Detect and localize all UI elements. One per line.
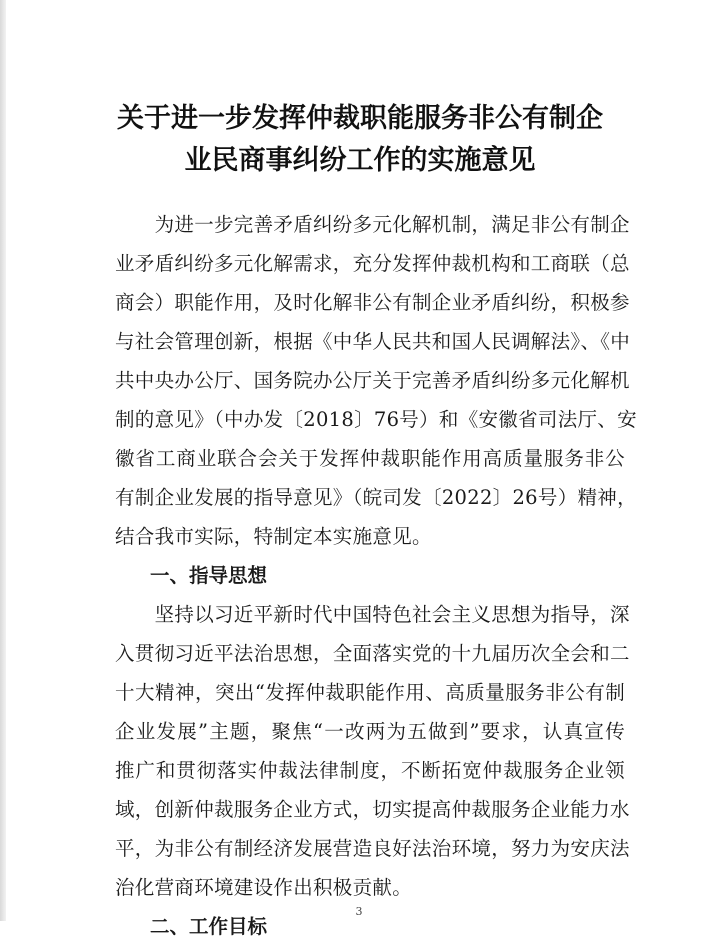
page-number: 3 xyxy=(355,905,363,918)
page-edge xyxy=(0,0,6,921)
paragraph-line: 业矛盾纠纷多元化解需求，充分发挥仲裁机构和工商联（总 xyxy=(115,252,630,275)
paragraph-line: 结合我市实际，特制定本实施意见。 xyxy=(115,525,432,548)
section-heading: 一、指导思想 xyxy=(150,564,268,587)
paragraph-line: 推广和贯彻落实仲裁法律制度，不断拓宽仲裁服务企业领 xyxy=(115,759,625,782)
paragraph-line: 治化营商环境建设作出积极贡献。 xyxy=(115,876,413,899)
section-heading: 二、工作目标 xyxy=(150,915,268,938)
paragraph-line: 商会）职能作用，及时化解非公有制企业矛盾纠纷，积极参 xyxy=(115,291,630,314)
paragraph-line: 制的意见》（中办发〔2018〕76号）和《安徽省司法厅、安 xyxy=(115,408,637,431)
title-line: 业民商事纠纷工作的实施意见 xyxy=(184,145,536,176)
paragraph-line: 有制企业发展的指导意见》（皖司发〔2022〕26号）精神， xyxy=(115,486,637,509)
paragraph-line: 平，为非公有制经济发展营造良好法治环境，努力为安庆法 xyxy=(115,837,630,860)
document-title xyxy=(60,98,660,182)
paragraph-line: 共中央办公厅、国务院办公厅关于完善矛盾纠纷多元化解机 xyxy=(115,369,630,392)
paragraph-line: 域，创新仲裁服务企业方式，切实提高仲裁服务企业能力水 xyxy=(115,798,630,821)
paragraph-line: 入贯彻习近平法治思想，全面落实党的十九届历次全会和二 xyxy=(115,642,630,665)
paragraph-line: 企业发展”主题，聚焦“一改两为五做到”要求，认真宣传 xyxy=(115,720,625,743)
paragraph-line: 为进一步完善矛盾纠纷多元化解机制，满足非公有制企 xyxy=(115,213,630,236)
paragraph-line: 与社会管理创新，根据《中华人民共和国人民调解法》、《中 xyxy=(115,330,631,353)
paragraph-line: 坚持以习近平新时代中国特色社会主义思想为指导，深 xyxy=(115,603,630,626)
title-line: 关于进一步发挥仲裁职能服务非公有制企 xyxy=(117,103,603,134)
paragraph-line: 徽省工商业联合会关于发挥仲裁职能作用高质量服务非公 xyxy=(115,447,625,470)
paragraph-line: 十大精神，突出“发挥仲裁职能作用、高质量服务非公有制 xyxy=(115,681,625,704)
